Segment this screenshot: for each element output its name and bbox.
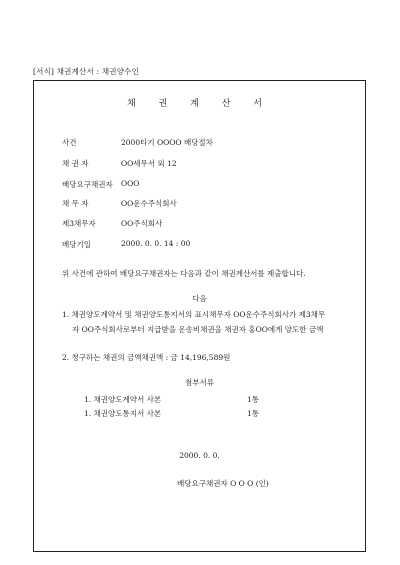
next-heading: 다음: [192, 294, 207, 303]
signer-line: 배당요구채권자 O O O (인): [177, 479, 269, 488]
field-label-creditor: 채 권 자: [62, 159, 89, 168]
field-label-debtor: 채 무 자: [62, 199, 89, 208]
attachment-count: 1통: [247, 395, 260, 404]
field-label-dividend-date: 배당기일: [62, 240, 91, 249]
attachment-count: 1통: [247, 409, 260, 418]
field-value-case: 2000타기 OOOO 배당절차: [121, 138, 213, 147]
attachment-name: 1. 채권양도계약서 사본: [84, 395, 162, 404]
field-value-claimant: OOO: [121, 179, 140, 188]
field-label-case: 사건: [62, 138, 77, 147]
item1-line2: 자 OO주식회사로부터 지급받을 운송비채권을 채권자 홍OO에게 양도한 금액: [72, 325, 324, 334]
field-value-debtor: OO운수주식회사: [121, 199, 177, 208]
document-title: 채 권 계 산 서: [127, 99, 272, 109]
intro-paragraph: 위 사건에 관하여 배당요구채권자는 다음과 같이 채권계산서를 제출합니다.: [62, 269, 306, 278]
field-label-third-debtor: 제3채무자: [62, 219, 96, 228]
field-label-claimant: 배당요구채권자: [62, 180, 113, 189]
attachment-name: 1. 채권양도통지서 사본: [84, 409, 162, 418]
document-frame: [33, 80, 366, 552]
field-value-dividend-date: 2000. 0. 0. 14 : 00: [121, 239, 191, 248]
submission-date: 2000. 0. 0.: [179, 451, 220, 460]
item1-line1: 1. 채권양도계약서 및 채권양도통지서의 표시채무자 OO운수주식회사가 제3채무: [62, 310, 326, 319]
field-value-third-debtor: OO주식회사: [121, 219, 163, 228]
attachments-heading: 첨부서류: [185, 378, 214, 387]
field-value-creditor: OO세무서 외 12: [121, 159, 177, 168]
form-label: [서식] 채권계산서 : 채권양수인: [33, 67, 140, 76]
item2-claim-amount: 2. 청구하는 채권의 금액채권액 : 금 14,196,589원: [62, 353, 231, 362]
